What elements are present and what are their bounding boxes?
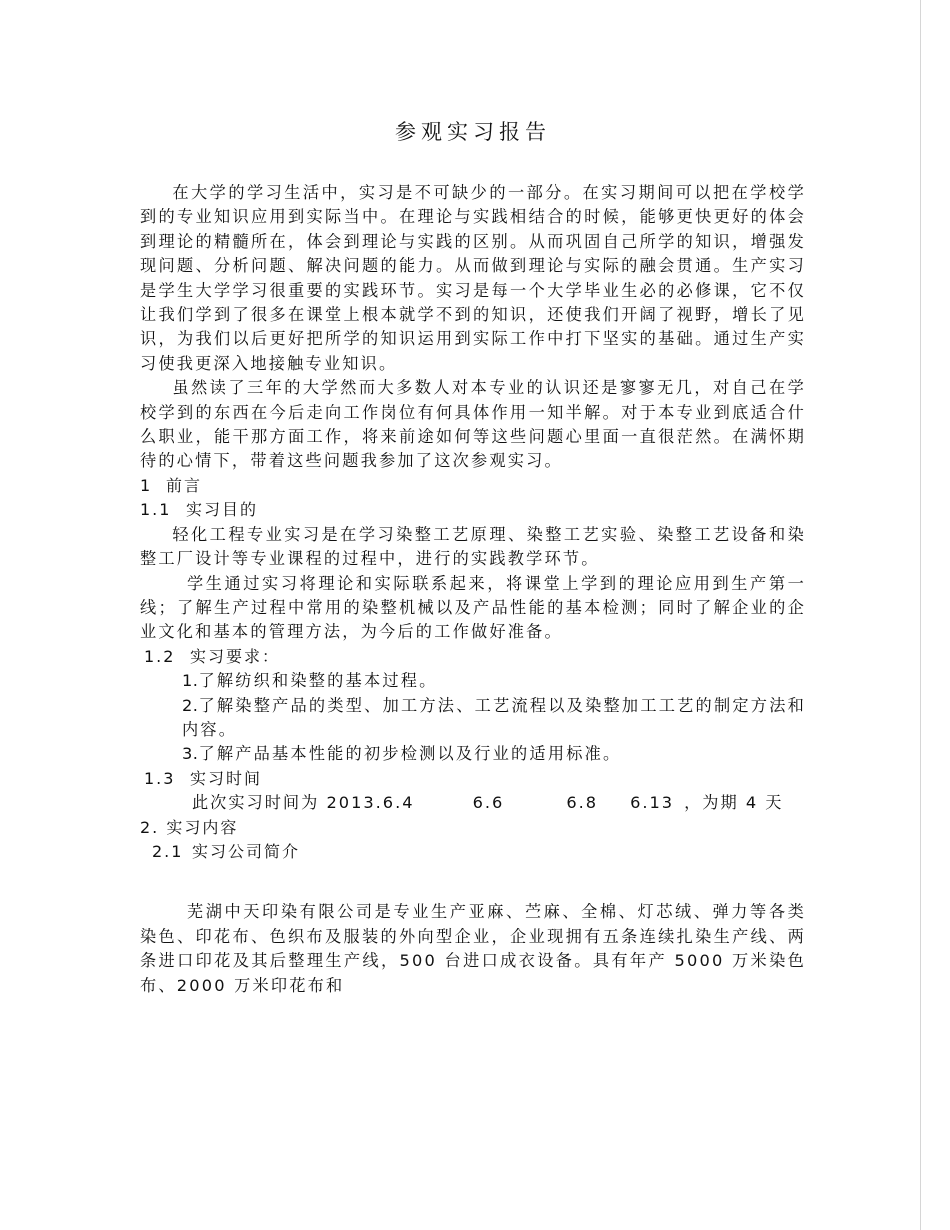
requirement-item-3-number: 3.	[182, 744, 199, 764]
section-2-title: 实习内容	[166, 817, 239, 837]
section-1-1-heading	[140, 498, 806, 522]
section-1-1-title: 实习目的	[186, 500, 259, 520]
requirement-item-3-text: 了解产品基本性能的初步检测以及行业的适用标准。	[198, 744, 622, 764]
requirement-item-2-number: 2.	[182, 695, 199, 715]
section-1-1-number: 1.1	[140, 500, 172, 520]
section-1-3-number: 1.3	[144, 768, 176, 788]
section-1-3-heading	[140, 767, 806, 791]
section-1-1-paragraph-1: 轻化工程专业实习是在学习染整工艺原理、染整工艺实验、染整工艺设备和染整工厂设计等专业课程的过程中，进行的实践教学环节。	[140, 524, 806, 569]
section-2-heading	[140, 816, 806, 840]
section-2-1-title: 实习公司简介	[192, 841, 301, 861]
internship-date-1: 2013.6.4	[326, 793, 415, 813]
page-edge-divider	[920, 0, 921, 1230]
section-1-title: 前言	[166, 475, 203, 495]
section-2-1-heading	[140, 840, 806, 864]
internship-time-line	[140, 791, 806, 815]
section-1-number: 1	[140, 475, 153, 495]
internship-date-4: 6.13	[630, 793, 675, 813]
internship-time-prefix: 此次实习时间为	[192, 793, 320, 813]
section-spacer	[140, 864, 806, 900]
internship-date-3: 6.8	[566, 793, 599, 813]
intro-paragraph-2: 虽然读了三年的大学然而大多数人对本专业的认识还是寥寥无几，对自己在学校学到的东西在今后走向工作岗位有何具体作用一知半解。对于本专业到底适合什么职业，能干那方面工作，将来前途如何等这些问题心里面一直很茫然。在满怀期待的心情下，带着这些问题我参加了这次参观实习。	[140, 378, 806, 471]
section-1-1-paragraph-2: 学生通过实习将理论和实际联系起来，将课堂上学到的理论应用到生产第一线；了解生产过程中常用的染整机械以及产品性能的基本检测；同时了解企业的企业文化和基本的管理方法，为今后的工作做好准备。	[140, 573, 806, 642]
requirement-item-1	[140, 669, 806, 693]
internship-time-suffix: 为期 4 天	[702, 793, 784, 813]
internship-date-2: 6.6	[472, 793, 505, 813]
document-title: 参观实习报告	[395, 120, 551, 144]
requirement-item-3	[140, 742, 806, 766]
intro-paragraph-1: 在大学的学习生活中，实习是不可缺少的一部分。在实习期间可以把在学校学到的专业知识应用到实际当中。在理论与实践相结合的时候，能够更快更好的体会到理论的精髓所在，体会到理论与实践的区别。从而巩固自己所学的知识，增强发现问题、分析问题、解决问题的能力。从而做到理论与实际的融会贯通。生产实习是学生大学学习很重要的实践环节。实习是每一个大学毕业生必的必修课，它不仅让我们学到了很多在课堂上根本就学不到的知识，还使我们开阔了视野，增长了见识，为我们以后更好把所学的知识运用到实际工作中打下坚实的基础。通过生产实习使我更深入地接触专业知识。	[140, 183, 806, 373]
requirement-item-1-number: 1.	[182, 671, 199, 691]
requirement-item-2-text: 了解染整产品的类型、加工方法、工艺流程以及染整加工工艺的制定方法和内容。	[182, 695, 806, 739]
section-1-2-heading	[140, 645, 806, 669]
section-1-3-title: 实习时间	[190, 768, 263, 788]
document-body	[140, 115, 806, 998]
section-1-2-number: 1.2	[144, 646, 176, 666]
section-2-number: 2.	[140, 817, 160, 837]
requirement-item-2	[140, 694, 806, 743]
section-2-1-number: 2.1	[152, 841, 184, 861]
company-intro-paragraph: 芜湖中天印染有限公司是专业生产亚麻、苎麻、全棉、灯芯绒、弹力等各类染色、印花布、色织布及服装的外向型企业，企业现拥有五条连续扎染生产线、两条进口印花及其后整理生产线，500 台进口成衣设备。具有年产 5000 万米染色布、2000 万米印花布和	[140, 902, 806, 995]
internship-time-separator: ，	[684, 793, 703, 813]
requirement-item-1-text: 了解纺织和染整的基本过程。	[198, 671, 438, 691]
section-1-2-title: 实习要求：	[190, 646, 281, 666]
section-1-heading	[140, 474, 806, 498]
